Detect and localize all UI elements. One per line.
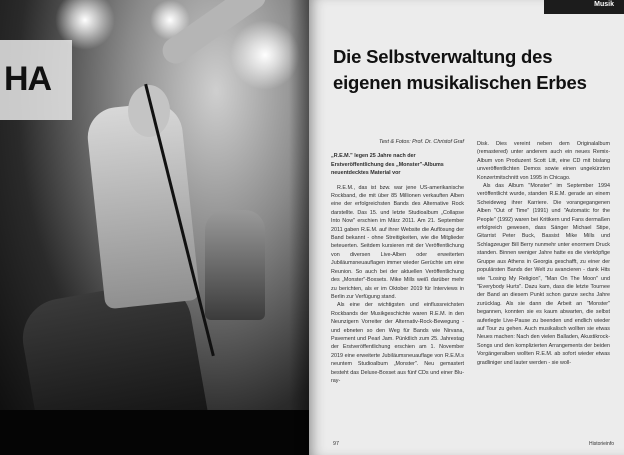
article-lead: „R.E.M." legen 25 Jahre nach der Erstveröffentlichung des „Monster"-Albums neuentdecktes Material vor <box>331 153 444 177</box>
guitarist-figure <box>205 210 265 320</box>
author-credit: Text & Fotos: Prof. Dr. Christof Graf <box>379 139 464 145</box>
page-number: 97 <box>333 441 339 447</box>
paragraph: Als das Album "Monster" im September 1994 veröffentlicht wurde, standen R.E.M. gerade an einem Scheideweg ihrer Karriere. Die vorangegangenen Alben "Out of Time" (1991) und "Automatic for the People" (1992) waren bei Kritikern und Fans dermaßen erfolgreich gewesen, dass Sänger Michael Stipe, Gitarrist Peter Buck, Bassist Mike Mills und Schlagzeuger Bill Berry nunmehr unter enormem Druck standen. Binnen weniger Jahre hatte es die vierköpfige Gruppe aus Athens in Georgia geschafft, zu einer der populärsten Bands der Welt zu avancieren - dank Hits wie "Losing My Religion", "Man On The Moon" und "Everybody Hurts". Dazu kam, dass die letzte Tournee der Band an diesem Punkt schon ganze sechs Jahre zurücklag. Als sie dann die Arbeit an "Monster" begannen, konnten sie es kaum abwarten, die selbst auferlegte Live-Pause zu beenden und endlich wieder auf Tour zu gehen. Auch musikalisch wollten sie etwas Neues machen: Nach den vielen Balladen, Akustikrock-Songs und den komplizierten Arrangements der beiden Vorgängeralben wollten R.E.M. ab sofort wieder etwas gradliniger und lauter werden - sie woll- <box>477 183 610 366</box>
article-column-right <box>477 140 610 367</box>
paragraph: R.E.M., das ist bzw. war jene US-amerikanische Rockband, die mit über 85 Millionen verkauften Alben eine der erfolgreichsten Bands des Alternative Rock darstellte. Das 15. und letzte Studioalbum „Collapse Into Now" erschien im März 2011. Am 21. September 2011 gaben R.E.M. auf ihrer Website die Auflösung der Band bekannt - ohne Streitigkeiten, wie die Mitglieder beteuerten. Seitdem kursieren mit der Veröffentlichung von diversen Live-Alben oder erweiterten Jubiläumsneuauflagen immer wieder Gerüchte um eine Reunion. So auch bei der aktuellen Veröffentlichung des „Monster"-Boxsets. Mike Mills weiß darüber mehr zu berichten, als er im Oktober 2019 für Interviews in Berlin zur Verfügung stand. <box>331 184 464 300</box>
article-headline: Die Selbstverwaltung des eigenen musikalischen Erbes <box>333 46 587 93</box>
article-column-left <box>331 138 464 385</box>
section-label: Musik <box>594 1 614 8</box>
article-page <box>309 0 624 455</box>
paragraph: Als eine der wichtigsten und einflussreichsten Rockbands der Musikgeschichte waren R.E.M. in den Neunzigern Vorreiter der Alternativ-Rock-Bewegung - und ebneten so den Weg für Bands wie Nirvana, Pavement und Pearl Jam. Pünktlich zum 25. Jahrestag der Erstveröffentlichung erschien am 1. November 2019 eine erweiterte Jubiläumsneuauflage von R.E.M.s neuntem Studioalbum „Monster". Neu gemastert besteht das Deluxe-Boxset aus fünf CDs und einer Blu-ray- <box>331 302 464 384</box>
stage-floor <box>0 410 309 455</box>
book-gutter-shadow <box>289 0 309 455</box>
footer-label: Historieinfo <box>588 441 614 447</box>
concert-photo <box>0 0 309 455</box>
paragraph: Disk. Dies vereint neben dem Originalalbum (remastered) unter anderem auch ein neues Remix-Album von Produzent Scott Litt, eine CD mit bislang unveröffentlichten Demos sowie einen ungekürzten Konzertmitschnitt von 1995 in Chicago. <box>477 141 610 181</box>
stage-banner-text: HA <box>4 60 52 98</box>
